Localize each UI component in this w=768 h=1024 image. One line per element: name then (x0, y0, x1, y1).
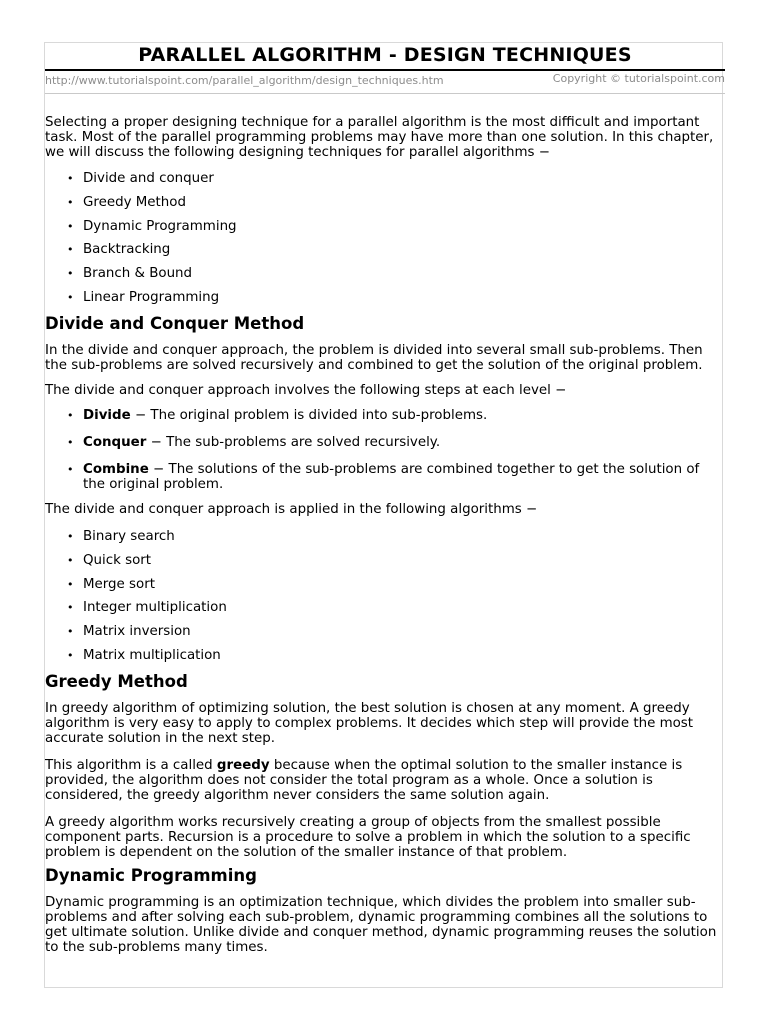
list-item: • Binary search (45, 529, 725, 544)
list-item: • Quick sort (45, 553, 725, 568)
intro-paragraph: Selecting a proper designing technique for a parallel algorithm is the most difficult and important task. Most of the parallel programming problems may have more than one solution. In this chapter, we will discuss the following designing techniques for parallel algorithms − (45, 115, 714, 160)
algorithms-list (45, 529, 725, 663)
text-run: This algorithm is a called (45, 757, 217, 773)
step-description: − The sub-problems are solved recursively. (146, 434, 441, 450)
step-term: Divide (83, 407, 131, 423)
divide-conquer-paragraph-2: The divide and conquer approach involves the following steps at each level − (45, 382, 567, 398)
page-title: PARALLEL ALGORITHM - DESIGN TECHNIQUES (45, 42, 725, 71)
greedy-paragraph-3: A greedy algorithm works recursively creating a group of objects from the smallest possible component parts. Recursion is a procedure to solve a problem in which the solution to a specific problem is dependent on the solution of the smaller instance of that problem. (45, 814, 691, 860)
divide-conquer-paragraph-1: In the divide and conquer approach, the problem is divided into several small sub-problems. Then the sub-problems are solved recursively and combined to get the solution of the original problem. (45, 342, 703, 373)
list-item: • Matrix multiplication (45, 648, 725, 663)
bold-term: greedy (216, 757, 270, 773)
section-heading-divide-conquer: Divide and Conquer Method (45, 313, 305, 333)
list-item: • Backtracking (45, 242, 725, 257)
source-url[interactable]: http://www.tutorialspoint.com/parallel_algorithm/design_techniques.htm (45, 74, 444, 87)
list-item: • Branch & Bound (45, 266, 725, 281)
list-item: • Dynamic Programming (45, 219, 725, 234)
list-item: • Linear Programming (45, 290, 725, 305)
list-item: • Integer multiplication (45, 600, 725, 615)
document-content (45, 42, 725, 955)
list-item (45, 435, 725, 450)
section-heading-greedy: Greedy Method (45, 671, 188, 691)
subheader-divider (45, 93, 725, 94)
section-heading-dynamic: Dynamic Programming (45, 865, 257, 885)
step-description: − The original problem is divided into sub-problems. (130, 407, 488, 423)
list-item: • Merge sort (45, 577, 725, 592)
list-item (45, 462, 725, 492)
list-item: • Greedy Method (45, 195, 725, 210)
greedy-paragraph-2 (45, 758, 725, 803)
step-term: Conquer (83, 434, 147, 450)
divide-conquer-paragraph-3: The divide and conquer approach is applied in the following algorithms − (45, 501, 538, 517)
text-run: because when the optimal solution to the smaller instance is provided, the algorithm does not consider the total program as a whole. Once a solution is considered, the greedy algorithm never considers the same solution again. (45, 757, 683, 803)
copyright-notice: Copyright © tutorialspoint.com (552, 72, 725, 85)
greedy-paragraph-1: In greedy algorithm of optimizing solution, the best solution is chosen at any moment. A greedy algorithm is very easy to apply to complex problems. It decides which step will provide the most accurate solution in the next step. (45, 700, 694, 746)
page-subheader (45, 71, 725, 89)
step-term: Combine (83, 461, 149, 477)
list-item: • Matrix inversion (45, 624, 725, 639)
divide-conquer-steps (45, 408, 725, 492)
list-item: • Divide and conquer (45, 171, 725, 186)
techniques-list (45, 171, 725, 305)
list-item (45, 408, 725, 423)
step-description: − The solutions of the sub-problems are combined together to get the solution of the original problem. (83, 461, 700, 492)
dynamic-paragraph-1: Dynamic programming is an optimization technique, which divides the problem into smaller sub-problems and after solving each sub-problem, dynamic programming combines all the solutions to get ultimate solution. Unlike divide and conquer method, dynamic programming reuses the solution to the sub-problems many times. (45, 894, 717, 955)
